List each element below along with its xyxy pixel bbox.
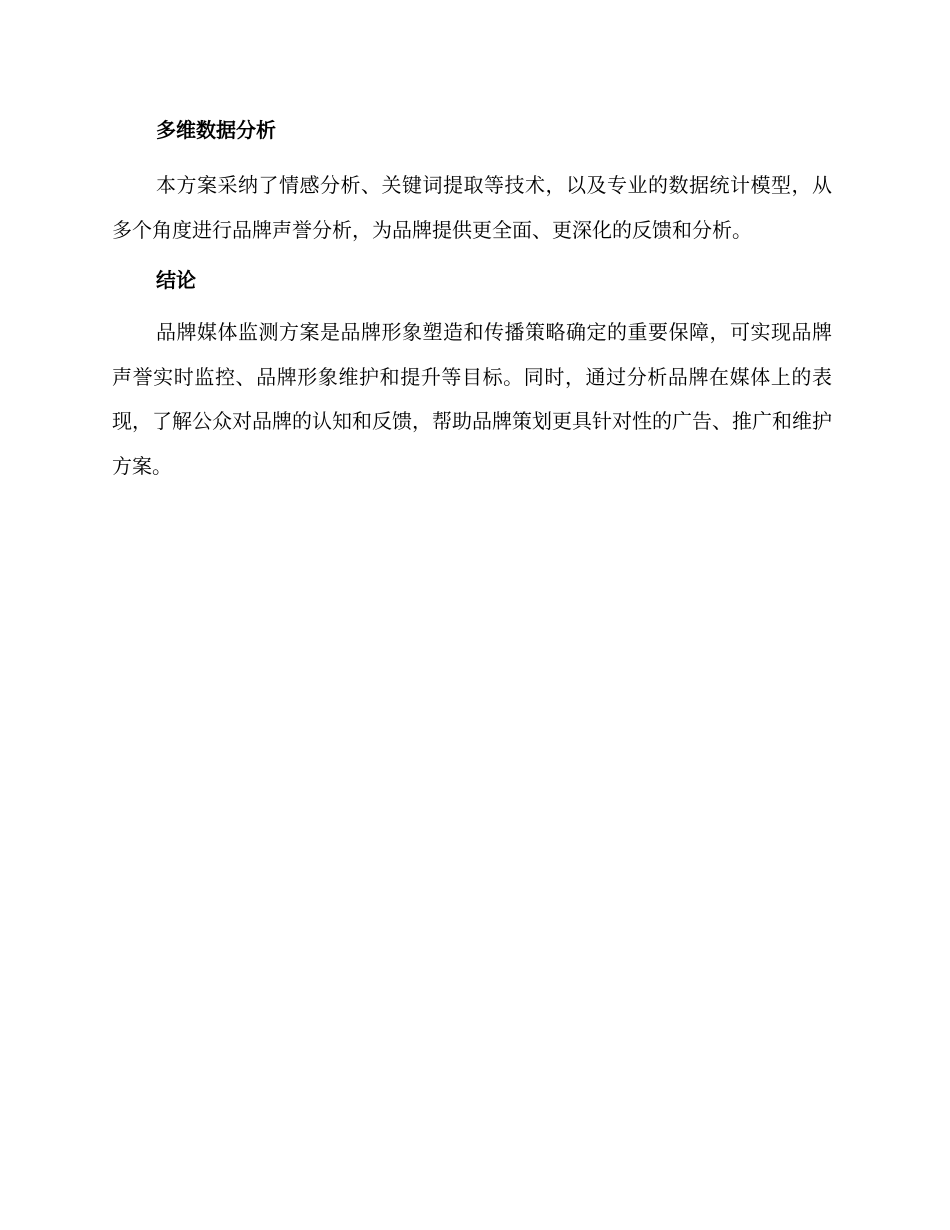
section-paragraph-multidimensional-analysis: 本方案采纳了情感分析、关键词提取等技术，以及专业的数据统计模型，从多个角度进行品牌声誉分析，为品牌提供更全面、更深化的反馈和分析。	[112, 173, 832, 242]
section-heading-conclusion: 结论	[156, 268, 196, 292]
section-heading-multidimensional-analysis: 多维数据分析	[156, 118, 276, 142]
document-body	[112, 112, 832, 488]
section-paragraph-conclusion: 品牌媒体监测方案是品牌形象塑造和传播策略确定的重要保障，可实现品牌声誉实时监控、品牌形象维护和提升等目标。同时，通过分析品牌在媒体上的表现，了解公众对品牌的认知和反馈，帮助品牌策划更具针对性的广告、推广和维护方案。	[112, 320, 832, 478]
